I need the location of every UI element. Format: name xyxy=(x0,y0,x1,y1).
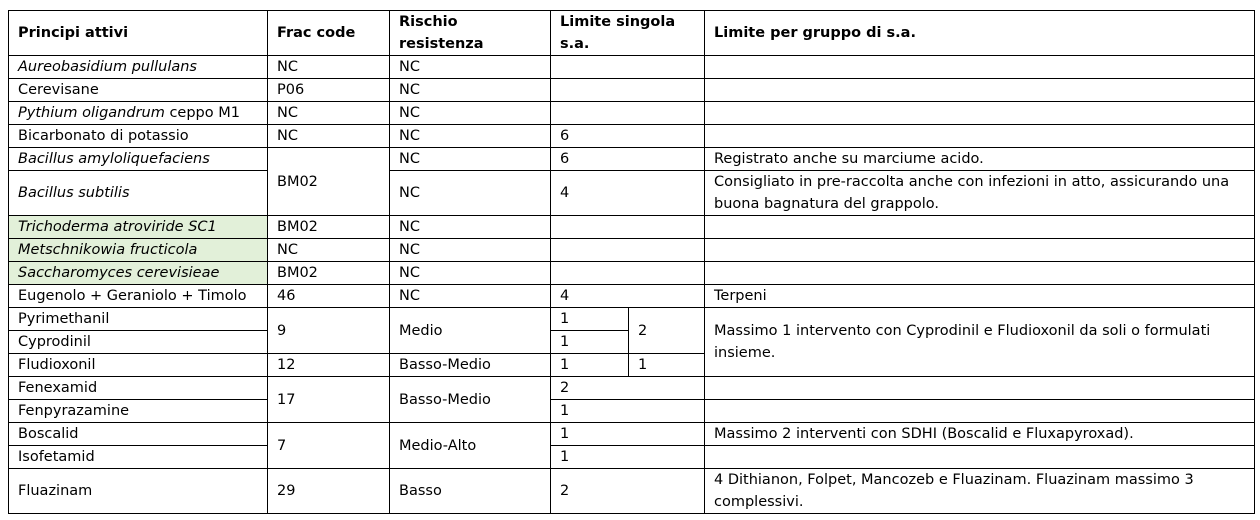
cell-gruppo xyxy=(705,56,1255,79)
cell-frac: 46 xyxy=(268,285,390,308)
table-row xyxy=(9,216,1255,239)
cell-name-highlighted: Saccharomyces cerevisieae xyxy=(9,262,268,285)
table-row xyxy=(9,56,1255,79)
cell-name: Cerevisane xyxy=(9,79,268,102)
cell-frac-merged: 9 xyxy=(268,308,390,354)
cell-limite: 6 xyxy=(551,125,705,148)
cell-rischio: NC xyxy=(390,56,551,79)
table-row xyxy=(9,308,1255,331)
cell-limite-sub: 1 xyxy=(629,354,705,377)
cell-limite xyxy=(551,239,705,262)
header-principi: Principi attivi xyxy=(9,11,268,56)
cell-frac: NC xyxy=(268,56,390,79)
cell-gruppo xyxy=(705,79,1255,102)
cell-gruppo: Massimo 2 interventi con SDHI (Boscalid e Fluxapyroxad). xyxy=(705,423,1255,446)
cell-name-suffix: ceppo M1 xyxy=(164,105,240,121)
cell-limite: 1 xyxy=(551,400,705,423)
cell-limite: 4 xyxy=(551,285,705,308)
table-row xyxy=(9,79,1255,102)
cell-frac: BM02 xyxy=(268,262,390,285)
cell-frac-merged: 17 xyxy=(268,377,390,423)
cell-name: Cyprodinil xyxy=(9,331,268,354)
cell-frac-merged: 7 xyxy=(268,423,390,469)
cell-rischio: NC xyxy=(390,148,551,171)
cell-name xyxy=(9,102,268,125)
active-ingredients-table xyxy=(8,10,1255,514)
cell-name: Bacillus subtilis xyxy=(9,171,268,216)
cell-frac: 12 xyxy=(268,354,390,377)
cell-rischio: NC xyxy=(390,262,551,285)
header-rischio: Rischio resistenza xyxy=(390,11,551,56)
cell-name: Bacillus amyloliquefaciens xyxy=(9,148,268,171)
cell-rischio: NC xyxy=(390,285,551,308)
cell-gruppo xyxy=(705,446,1255,469)
table-row xyxy=(9,446,1255,469)
table-row xyxy=(9,285,1255,308)
table-row xyxy=(9,148,1255,171)
cell-gruppo: Terpeni xyxy=(705,285,1255,308)
cell-frac-merged: BM02 xyxy=(268,148,390,216)
cell-frac: NC xyxy=(268,239,390,262)
table-row xyxy=(9,400,1255,423)
cell-name: Pyrimethanil xyxy=(9,308,268,331)
cell-limite xyxy=(551,79,705,102)
cell-limite: 1 xyxy=(551,354,629,377)
header-frac: Frac code xyxy=(268,11,390,56)
cell-name-italic: Pythium oligandrum xyxy=(18,105,165,121)
cell-limite: 2 xyxy=(551,469,705,514)
cell-rischio: Basso-Medio xyxy=(390,354,551,377)
cell-rischio: NC xyxy=(390,216,551,239)
cell-rischio: Basso xyxy=(390,469,551,514)
cell-name: Boscalid xyxy=(9,423,268,446)
cell-gruppo: Registrato anche su marciume acido. xyxy=(705,148,1255,171)
cell-limite: 1 xyxy=(551,331,629,354)
cell-rischio: NC xyxy=(390,102,551,125)
cell-limite xyxy=(551,56,705,79)
cell-limite: 1 xyxy=(551,308,629,331)
table-row xyxy=(9,125,1255,148)
table-row xyxy=(9,469,1255,514)
cell-limite xyxy=(551,102,705,125)
cell-name: Eugenolo + Geraniolo + Timolo xyxy=(9,285,268,308)
table-row xyxy=(9,377,1255,400)
cell-limite xyxy=(551,216,705,239)
table-row xyxy=(9,171,1255,216)
cell-name-highlighted: Trichoderma atroviride SC1 xyxy=(9,216,268,239)
cell-rischio: NC xyxy=(390,171,551,216)
cell-rischio: NC xyxy=(390,125,551,148)
cell-name-highlighted: Metschnikowia fructicola xyxy=(9,239,268,262)
cell-rischio: NC xyxy=(390,79,551,102)
cell-name: Fluazinam xyxy=(9,469,268,514)
cell-gruppo xyxy=(705,125,1255,148)
cell-gruppo xyxy=(705,262,1255,285)
cell-name: Fenpyrazamine xyxy=(9,400,268,423)
cell-gruppo xyxy=(705,377,1255,400)
cell-limite: 1 xyxy=(551,423,705,446)
cell-name: Bicarbonato di potassio xyxy=(9,125,268,148)
header-limite-gruppo: Limite per gruppo di s.a. xyxy=(705,11,1255,56)
cell-frac: NC xyxy=(268,125,390,148)
cell-frac: P06 xyxy=(268,79,390,102)
cell-gruppo xyxy=(705,400,1255,423)
header-row xyxy=(9,11,1255,56)
cell-rischio-merged: Basso-Medio xyxy=(390,377,551,423)
cell-gruppo-merged: Massimo 1 intervento con Cyprodinil e Fludioxonil da soli o formulati insieme. xyxy=(705,308,1255,377)
cell-gruppo xyxy=(705,216,1255,239)
table-row xyxy=(9,423,1255,446)
cell-gruppo xyxy=(705,102,1255,125)
cell-name: Fenexamid xyxy=(9,377,268,400)
cell-name: Aureobasidium pullulans xyxy=(9,56,268,79)
cell-name: Isofetamid xyxy=(9,446,268,469)
cell-gruppo xyxy=(705,239,1255,262)
table-row xyxy=(9,239,1255,262)
cell-frac: BM02 xyxy=(268,216,390,239)
cell-rischio-merged: Medio-Alto xyxy=(390,423,551,469)
cell-limite: 4 xyxy=(551,171,705,216)
header-limite-singola: Limite singola s.a. xyxy=(551,11,705,56)
cell-limite: 6 xyxy=(551,148,705,171)
table-row xyxy=(9,102,1255,125)
cell-gruppo: Consigliato in pre-raccolta anche con infezioni in atto, assicurando una buona bagnatura del grappolo. xyxy=(705,171,1255,216)
cell-frac: NC xyxy=(268,102,390,125)
cell-rischio: NC xyxy=(390,239,551,262)
cell-gruppo: 4 Dithianon, Folpet, Mancozeb e Fluazinam. Fluazinam massimo 3 complessivi. xyxy=(705,469,1255,514)
cell-limite xyxy=(551,262,705,285)
cell-limite: 1 xyxy=(551,446,705,469)
cell-rischio-merged: Medio xyxy=(390,308,551,354)
table-row xyxy=(9,262,1255,285)
cell-limite: 2 xyxy=(551,377,705,400)
cell-name: Fludioxonil xyxy=(9,354,268,377)
cell-limite-sub-merged: 2 xyxy=(629,308,705,354)
cell-frac: 29 xyxy=(268,469,390,514)
